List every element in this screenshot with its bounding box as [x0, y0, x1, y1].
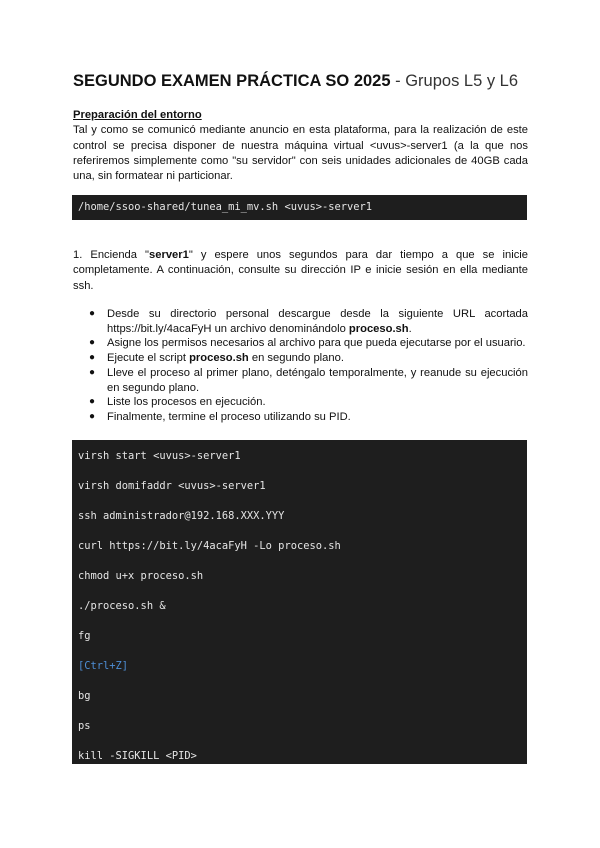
terminal-line: ps — [78, 720, 91, 732]
task-text-end: . — [408, 322, 412, 335]
list-item — [73, 410, 528, 425]
terminal-line: fg — [78, 630, 91, 642]
task-text: Ejecute el script — [107, 352, 190, 365]
terminal-line: ./proceso.sh & — [78, 600, 166, 612]
terminal-line: virsh start <uvus>-server1 — [78, 450, 241, 462]
section-paragraph: Tal y como se comunicó mediante anuncio en esta plataforma, para la realización de este control se precisa disponer de nuestra máquina virtual <uvus>-server1 (a la que nos referiremos simplemente como "su servidor" con seis unidades adicionales de 40GB cada una, sin formatear ni particionar. — [73, 124, 528, 183]
setup-command-block: /home/ssoo-shared/tunea_mi_mv.sh <uvus>-server1 — [72, 195, 527, 220]
task-text-end: en segundo plano. — [248, 352, 344, 365]
bullet-icon: ● — [89, 337, 96, 349]
task-bold: proceso.sh — [348, 322, 409, 335]
question-1-prefix: 1. Encienda " — [73, 249, 150, 261]
task-bold: proceso.sh — [189, 352, 249, 365]
bullet-icon: ● — [89, 396, 96, 408]
task-text: Finalmente, termine el proceso utilizando su PID. — [107, 410, 351, 423]
terminal-line: chmod u+x proceso.sh — [78, 570, 204, 582]
bullet-icon: ● — [89, 410, 96, 422]
task-text: Lleve el proceso al primer plano, deténgalo temporalmente, y reanude su ejecución en segundo plano. — [107, 366, 528, 394]
question-1 — [73, 248, 528, 294]
section-heading: Preparación del entorno — [73, 109, 202, 121]
environment-section — [73, 108, 528, 184]
list-item — [73, 395, 528, 410]
terminal-line: ssh administrador@192.168.XXX.YYY — [78, 510, 285, 522]
task-list — [73, 307, 528, 425]
list-item — [73, 307, 528, 336]
bullet-icon: ● — [89, 352, 96, 364]
list-item — [73, 351, 528, 366]
question-1-suffix: " y espere unos segundos para dar tiempo a que se inicie completamente. A continuación, consulte su dirección IP e inicie sesión en ella mediante ssh. — [73, 249, 528, 292]
list-item — [73, 336, 528, 351]
task-text: Asigne los permisos necesarios al archivo para que pueda ejecutarse por el usuario. — [107, 337, 526, 350]
title-bold: SEGUNDO EXAMEN PRÁCTICA SO 2025 — [73, 72, 391, 90]
terminal-line: kill -SIGKILL <PID> — [78, 750, 197, 762]
title-groups: - Grupos L5 y L6 — [390, 72, 519, 90]
question-1-server: server1 — [149, 249, 189, 261]
terminal-line: bg — [78, 690, 91, 702]
terminal-line: curl https://bit.ly/4acaFyH -Lo proceso.sh — [78, 540, 341, 552]
terminal-block — [72, 440, 527, 764]
terminal-line-keystroke: [Ctrl+Z] — [78, 660, 129, 672]
list-item — [73, 366, 528, 395]
bullet-icon: ● — [89, 308, 96, 319]
task-text: Liste los procesos en ejecución. — [107, 396, 266, 409]
terminal-line: virsh domifaddr <uvus>-server1 — [78, 480, 266, 492]
page-title — [73, 70, 533, 92]
bullet-icon: ● — [89, 366, 96, 378]
task-text: Desde su directorio personal descargue desde la siguiente URL acortada https://bit.ly/4acaFyH un archivo denominándolo — [107, 308, 528, 335]
